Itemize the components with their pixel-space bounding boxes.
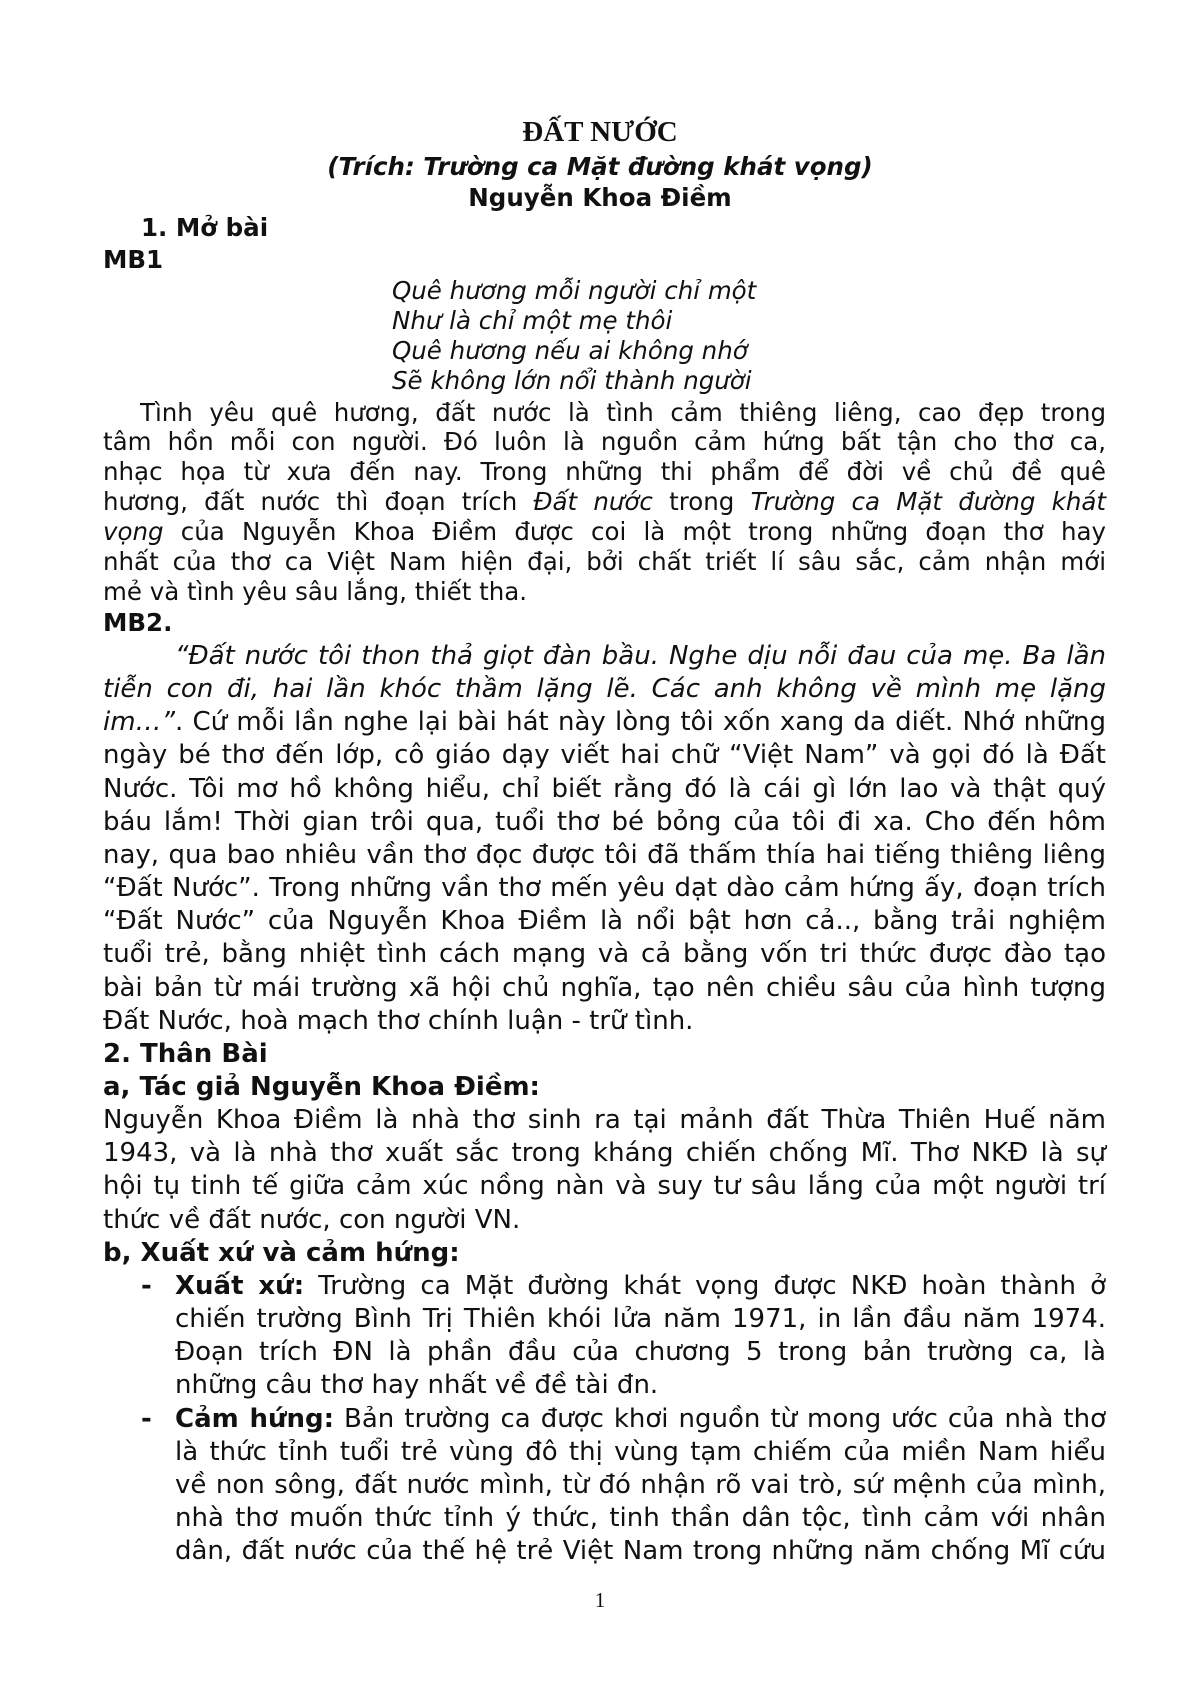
paragraph-line: tiễn con đi, hai lần khóc thầm lặng lẽ. Các anh không về mình mẹ lặng (103, 674, 1106, 704)
paragraph-line: Nguyễn Khoa Điềm là nhà thơ sinh ra tại mảnh đất Thừa Thiên Huế năm (103, 1105, 1106, 1135)
paragraph-line: tâm hồn mỗi con người. Đó luôn là nguồn cảm hứng bất tận cho thơ ca, (103, 427, 1106, 456)
paragraph-line: báu lắm! Thời gian trôi qua, tuổi thơ bé bỏng của tôi đi xa. Cho đến hôm (103, 807, 1106, 837)
paragraph-line: hội tụ tinh tế giữa cảm xúc nồng nàn và suy tư sâu lắng của một người trí (103, 1171, 1106, 1201)
paragraph-line: hương, đất nước thì đoạn trích Đất nước trong Trường ca Mặt đường khát (103, 487, 1106, 516)
bullet-line: những câu thơ hay nhất về đề tài đn. (175, 1370, 659, 1400)
paragraph-line: mẻ và tình yêu sâu lắng, thiết tha. (103, 577, 528, 606)
paragraph-line: tuổi trẻ, bằng nhiệt tình cách mạng và cả bằng vốn tri thức được đào tạo (103, 939, 1106, 969)
paragraph-line: nhạc họa từ xưa đến nay. Trong những thi phẩm để đời về chủ đề quê (103, 457, 1106, 486)
bullet-marker: - (141, 1271, 152, 1301)
paragraph-line: Đất Nước, hoà mạch thơ chính luận - trữ tình. (103, 1006, 694, 1036)
paragraph-line: nay, qua bao nhiêu vần thơ đọc được tôi đã thấm thía hai tiếng thiêng liêng (103, 840, 1106, 870)
paragraph-line: im…”. Cứ mỗi lần nghe lại bài hát này lòng tôi xốn xang da diết. Nhớ những (103, 707, 1106, 737)
poem-line: Quê hương mỗi người chỉ một (392, 276, 757, 305)
section-heading-mo-bai: 1. Mở bài (141, 213, 269, 242)
bullet-line: dân, đất nước của thế hệ trẻ Việt Nam trong những năm chống Mĩ cứu (175, 1536, 1106, 1566)
document-title: ĐẤT NƯỚC (522, 116, 678, 148)
bullet-line: về non sông, đất nước mình, từ đó nhận rõ vai trò, sứ mệnh của mình, (175, 1470, 1106, 1500)
bullet-line: Xuất xứ: Trường ca Mặt đường khát vọng được NKĐ hoàn thành ở (175, 1271, 1106, 1301)
mb1-label: MB1 (103, 245, 164, 274)
bullet-line: nhà thơ muốn thức tỉnh ý thức, tinh thần dân tộc, tình cảm với nhân (175, 1503, 1106, 1533)
bullet-line: là thức tỉnh tuổi trẻ vùng đô thị vùng tạm chiếm của miền Nam hiểu (175, 1437, 1106, 1467)
poem-line: Sẽ không lớn nổi thành người (392, 366, 752, 395)
paragraph-line: “Đất Nước”. Trong những vần thơ mến yêu dạt dào cảm hứng ấy, đoạn trích (103, 873, 1106, 903)
bullet-line: Đoạn trích ĐN là phần đầu của chương 5 trong bản trường ca, là (175, 1337, 1106, 1367)
paragraph-line: thức về đất nước, con người VN. (103, 1205, 521, 1235)
paragraph-line: ngày bé thơ đến lớp, cô giáo dạy viết hai chữ “Việt Nam” và gọi đó là Đất (103, 740, 1106, 770)
document-subtitle: (Trích: Trường ca Mặt đường khát vọng) (327, 152, 873, 181)
paragraph-line: Nước. Tôi mơ hồ không hiểu, chỉ biết rằng đó là cái gì lớn lao và thật quý (103, 774, 1106, 804)
bullet-line: Cảm hứng: Bản trường ca được khơi nguồn từ mong ước của nhà thơ (175, 1404, 1106, 1434)
poem-line: Quê hương nếu ai không nhớ (392, 336, 748, 365)
bullet-line: chiến trường Bình Trị Thiên khói lửa năm 1971, in lần đầu năm 1974. (175, 1304, 1106, 1334)
author-name: Nguyễn Khoa Điềm (468, 183, 732, 212)
paragraph-line: “Đất Nước” của Nguyễn Khoa Điềm là nổi bật hơn cả.., bằng trải nghiệm (103, 906, 1106, 936)
paragraph-line: 1943, và là nhà thơ xuất sắc trong kháng chiến chống Mĩ. Thơ NKĐ là sự (103, 1138, 1106, 1168)
paragraph-line: nhất của thơ ca Việt Nam hiện đại, bởi chất triết lí sâu sắc, cảm nhận mới (103, 547, 1106, 576)
bullet-marker: - (141, 1404, 152, 1434)
paragraph-line: vọng của Nguyễn Khoa Điềm được coi là một trong những đoạn thơ hay (103, 517, 1106, 546)
mb2-label: MB2. (103, 608, 173, 637)
subheading-tac-gia: a, Tác giả Nguyễn Khoa Điềm: (103, 1072, 540, 1102)
page-number: 1 (594, 1588, 606, 1612)
paragraph-line: “Đất nước tôi thon thả giọt đàn bầu. Nghe dịu nỗi đau của mẹ. Ba lần (175, 641, 1106, 671)
paragraph-line: bài bản từ mái trường xã hội chủ nghĩa, tạo nên chiều sâu của hình tượng (103, 973, 1106, 1003)
paragraph-line: Tình yêu quê hương, đất nước là tình cảm thiêng liêng, cao đẹp trong (140, 398, 1106, 427)
poem-line: Như là chỉ một mẹ thôi (392, 306, 673, 335)
section-heading-than-bai: 2. Thân Bài (103, 1039, 268, 1069)
subheading-xuat-xu: b, Xuất xứ và cảm hứng: (103, 1238, 460, 1268)
